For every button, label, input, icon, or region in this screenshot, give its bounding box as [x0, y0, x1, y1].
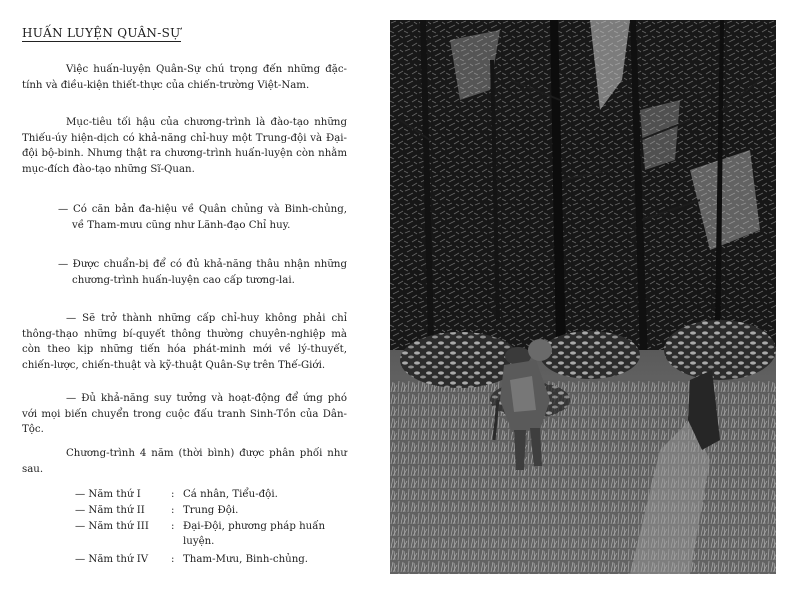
- schedule-separator: :: [171, 504, 175, 516]
- bullet-item-preparation: — Được chuẩn-bị để có đủ khả-năng thâu nhận những chương-trình huấn-luyện cao cấp tương-lai.: [58, 259, 347, 286]
- schedule-separator: :: [171, 520, 175, 532]
- forest-scene-image: [390, 20, 776, 574]
- objective-paragraph: Mục-tiêu tối hậu của chương-trình là đào-tạo những Thiếu-úy hiện-dịch có khả-năng chỉ-huy một Trung-đội và Đại-đội bộ-binh. Nhưng thật ra chương-trình huấn-luyện còn nhằm mục-đích đào-tạo những Sĩ-Quan.: [22, 117, 347, 176]
- schedule-year-label: — Năm thứ IV: [75, 554, 149, 566]
- schedule-year-label: — Năm thứ I: [75, 489, 141, 500]
- schedule-row: [75, 503, 355, 519]
- schedule-year-label: — Năm thứ II: [75, 504, 145, 516]
- text-page: [0, 0, 390, 593]
- bullet-item-leadership: — Sẽ trở thành những cấp chỉ-huy không phải chỉ thông-thạo những bí-quyết thông thường chuyên-nghiệp mà còn theo kịp những tiến hóa phát-minh mới về lý-thuyết, chiến-lược, chiến-thuật và kỹ-thuật Quân-Sự trên Thế-Giới.: [22, 313, 347, 372]
- schedule-separator: :: [171, 554, 175, 566]
- schedule-separator: :: [171, 489, 175, 500]
- schedule-year-label: — Năm thứ III: [75, 520, 149, 532]
- schedule-content: Cá nhân, Tiểu-đội.: [183, 489, 278, 500]
- bullet-item-foundation: — Có căn bản đa-hiệu về Quân chủng và Binh-chủng, về Tham-mưu cũng như Lãnh-đạo Chỉ huy.: [58, 204, 347, 231]
- schedule-row: [75, 552, 355, 568]
- schedule-row: [75, 487, 355, 503]
- intro-paragraph: Việc huấn-luyện Quân-Sự chú trọng đến những đặc-tính và điều-kiện thiết-thực của chiến-trường Việt-Nam.: [22, 64, 347, 91]
- schedule-content: Tham-Mưu, Binh-chủng.: [183, 554, 309, 566]
- schedule-content: Đại-Đội, phương pháp huấn luyện.: [183, 520, 326, 548]
- forest-training-photo: [390, 20, 776, 574]
- year-schedule: [75, 487, 355, 568]
- schedule-content: Trung Đội.: [183, 504, 239, 516]
- program-paragraph: Chương-trình 4 năm (thời bình) được phân phối như sau.: [22, 448, 347, 475]
- section-heading: HUẤN LUYỆN QUÂN-SỰ: [22, 26, 181, 40]
- bullet-item-adaptability: — Đủ khả-năng suy tưởng và hoạt-động để ứng phó với mọi biến chuyển trong cuộc đấu tranh Sinh-Tồn của Dân-Tộc.: [22, 393, 347, 436]
- schedule-row: [75, 519, 355, 551]
